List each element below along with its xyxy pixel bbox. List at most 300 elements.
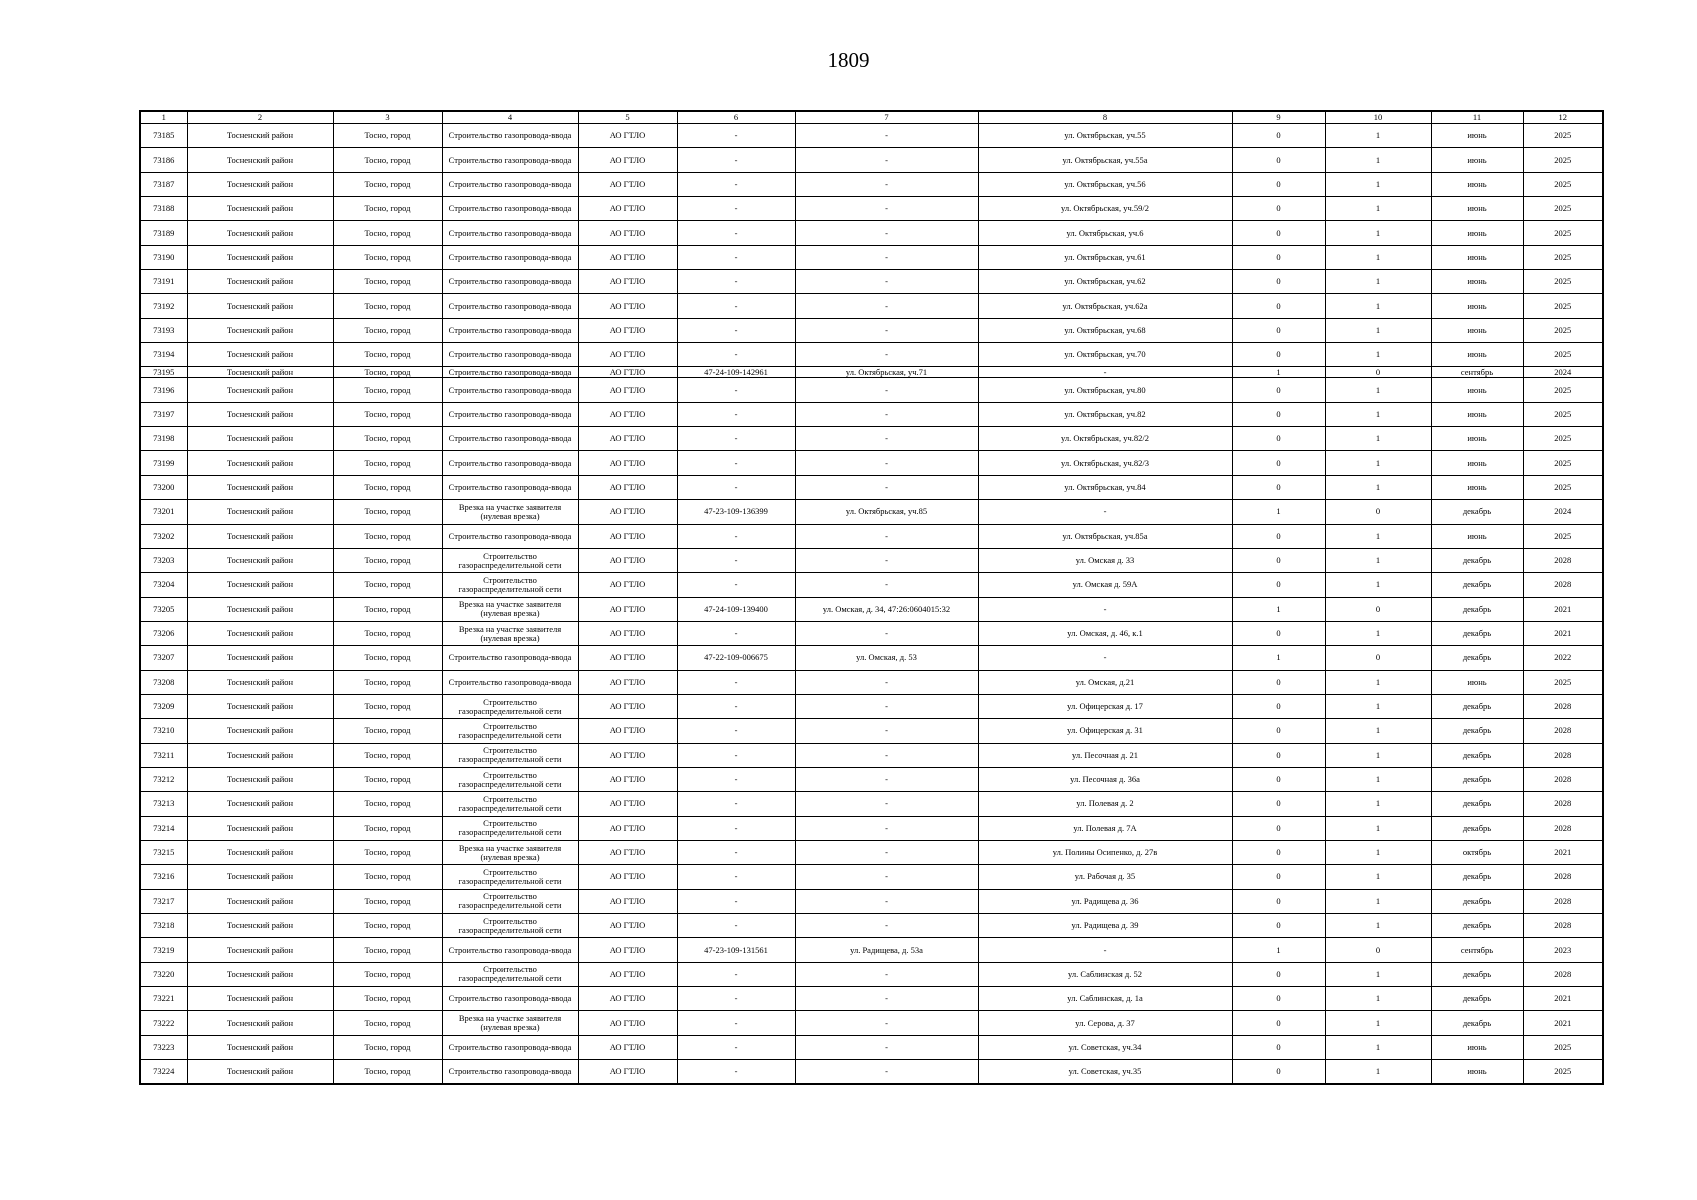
table-row: [140, 378, 1603, 402]
cell-work-type: Строительство газопровода-ввода: [442, 221, 578, 245]
cell-row-number: 73192: [140, 294, 187, 318]
cell-work-type: Строительство газопровода-ввода: [442, 524, 578, 548]
cell-cadastral-number: -: [677, 573, 795, 597]
cell-settlement: Тосно, город: [333, 597, 442, 621]
cell-district: Тосненский район: [187, 318, 333, 342]
cell-work-type: Строительство газопровода-ввода: [442, 670, 578, 694]
table-row: [140, 197, 1603, 221]
cell-count-b: 1: [1325, 987, 1431, 1011]
table-row: [140, 914, 1603, 938]
cell-organization: АО ГТЛО: [578, 1011, 677, 1035]
table-row: [140, 840, 1603, 864]
cell-object-address: -: [795, 221, 978, 245]
cell-applicant-address: ул. Октябрьская, уч.68: [978, 318, 1232, 342]
cell-row-number: 73213: [140, 792, 187, 816]
cell-applicant-address: ул. Советская, уч.35: [978, 1060, 1232, 1084]
cell-count-b: 1: [1325, 962, 1431, 986]
cell-year: 2021: [1523, 1011, 1603, 1035]
cell-month: июнь: [1431, 343, 1523, 367]
cell-settlement: Тосно, город: [333, 124, 442, 148]
cell-object-address: -: [795, 1035, 978, 1059]
cell-settlement: Тосно, город: [333, 245, 442, 269]
cell-settlement: Тосно, город: [333, 962, 442, 986]
cell-row-number: 73199: [140, 451, 187, 475]
cell-year: 2028: [1523, 548, 1603, 572]
cell-organization: АО ГТЛО: [578, 573, 677, 597]
cell-month: июнь: [1431, 402, 1523, 426]
cell-count-a: 0: [1232, 694, 1325, 718]
cell-year: 2023: [1523, 938, 1603, 962]
cell-organization: АО ГТЛО: [578, 1035, 677, 1059]
cell-object-address: ул. Омская, д. 34, 47:26:0604015:32: [795, 597, 978, 621]
cell-object-address: -: [795, 378, 978, 402]
cell-count-a: 0: [1232, 1011, 1325, 1035]
cell-organization: АО ГТЛО: [578, 767, 677, 791]
cell-organization: АО ГТЛО: [578, 548, 677, 572]
cell-cadastral-number: 47-23-109-136399: [677, 500, 795, 524]
cell-object-address: -: [795, 172, 978, 196]
cell-object-address: -: [795, 427, 978, 451]
cell-settlement: Тосно, город: [333, 402, 442, 426]
cell-month: декабрь: [1431, 719, 1523, 743]
cell-month: декабрь: [1431, 987, 1523, 1011]
cell-district: Тосненский район: [187, 792, 333, 816]
cell-district: Тосненский район: [187, 451, 333, 475]
cell-settlement: Тосно, город: [333, 646, 442, 670]
cell-year: 2025: [1523, 1060, 1603, 1084]
cell-count-b: 1: [1325, 719, 1431, 743]
cell-object-address: -: [795, 767, 978, 791]
cell-month: декабрь: [1431, 597, 1523, 621]
cell-month: декабрь: [1431, 573, 1523, 597]
cell-cadastral-number: -: [677, 670, 795, 694]
cell-month: июнь: [1431, 451, 1523, 475]
cell-row-number: 73196: [140, 378, 187, 402]
cell-object-address: -: [795, 670, 978, 694]
cell-organization: АО ГТЛО: [578, 221, 677, 245]
cell-organization: АО ГТЛО: [578, 197, 677, 221]
cell-work-type: Строительство газопровода-ввода: [442, 646, 578, 670]
cell-year: 2028: [1523, 889, 1603, 913]
cell-count-a: 0: [1232, 816, 1325, 840]
cell-year: 2025: [1523, 427, 1603, 451]
cell-count-a: 0: [1232, 197, 1325, 221]
cell-object-address: -: [795, 148, 978, 172]
cell-settlement: Тосно, город: [333, 719, 442, 743]
cell-year: 2021: [1523, 597, 1603, 621]
cell-month: июнь: [1431, 378, 1523, 402]
cell-year: 2025: [1523, 343, 1603, 367]
cell-count-b: 1: [1325, 343, 1431, 367]
page-number: 1809: [827, 48, 870, 72]
cell-applicant-address: ул. Октябрьская, уч.84: [978, 475, 1232, 499]
cell-month: декабрь: [1431, 694, 1523, 718]
column-header: 9: [1232, 111, 1325, 124]
cell-cadastral-number: -: [677, 865, 795, 889]
cell-row-number: 73215: [140, 840, 187, 864]
cell-cadastral-number: -: [677, 719, 795, 743]
cell-month: декабрь: [1431, 914, 1523, 938]
cell-row-number: 73200: [140, 475, 187, 499]
cell-cadastral-number: -: [677, 816, 795, 840]
cell-count-a: 0: [1232, 889, 1325, 913]
cell-settlement: Тосно, город: [333, 889, 442, 913]
cell-settlement: Тосно, город: [333, 670, 442, 694]
cell-settlement: Тосно, город: [333, 816, 442, 840]
cell-cadastral-number: -: [677, 962, 795, 986]
cell-settlement: Тосно, город: [333, 1035, 442, 1059]
cell-work-type: Строительство газораспределительной сети: [442, 914, 578, 938]
cell-month: июнь: [1431, 670, 1523, 694]
cell-object-address: -: [795, 621, 978, 645]
cell-settlement: Тосно, город: [333, 427, 442, 451]
cell-count-a: 0: [1232, 840, 1325, 864]
cell-year: 2021: [1523, 840, 1603, 864]
cell-work-type: Строительство газопровода-ввода: [442, 402, 578, 426]
cell-count-a: 0: [1232, 987, 1325, 1011]
cell-district: Тосненский район: [187, 987, 333, 1011]
cell-row-number: 73208: [140, 670, 187, 694]
cell-count-b: 1: [1325, 889, 1431, 913]
cell-year: 2025: [1523, 124, 1603, 148]
cell-work-type: Строительство газопровода-ввода: [442, 451, 578, 475]
table-row: [140, 889, 1603, 913]
cell-year: 2024: [1523, 367, 1603, 378]
cell-year: 2028: [1523, 719, 1603, 743]
cell-work-type: Строительство газораспределительной сети: [442, 743, 578, 767]
cell-month: декабрь: [1431, 743, 1523, 767]
cell-work-type: Врезка на участке заявителя (нулевая врезка): [442, 500, 578, 524]
cell-work-type: Строительство газораспределительной сети: [442, 767, 578, 791]
cell-count-a: 0: [1232, 475, 1325, 499]
cell-organization: АО ГТЛО: [578, 987, 677, 1011]
cell-district: Тосненский район: [187, 865, 333, 889]
cell-organization: АО ГТЛО: [578, 889, 677, 913]
cell-count-b: 1: [1325, 245, 1431, 269]
cell-object-address: -: [795, 270, 978, 294]
cell-count-b: 1: [1325, 816, 1431, 840]
cell-settlement: Тосно, город: [333, 172, 442, 196]
cell-year: 2021: [1523, 987, 1603, 1011]
cell-count-b: 1: [1325, 124, 1431, 148]
cell-district: Тосненский район: [187, 743, 333, 767]
cell-count-b: 1: [1325, 840, 1431, 864]
cell-applicant-address: ул. Полины Осипенко, д. 27в: [978, 840, 1232, 864]
cell-object-address: ул. Омская, д. 53: [795, 646, 978, 670]
cell-month: декабрь: [1431, 767, 1523, 791]
cell-settlement: Тосно, город: [333, 451, 442, 475]
cell-work-type: Строительство газораспределительной сети: [442, 792, 578, 816]
cell-cadastral-number: -: [677, 318, 795, 342]
table-row: [140, 148, 1603, 172]
cell-district: Тосненский район: [187, 719, 333, 743]
cell-month: декабрь: [1431, 962, 1523, 986]
cell-month: июнь: [1431, 148, 1523, 172]
cell-row-number: 73223: [140, 1035, 187, 1059]
cell-month: июнь: [1431, 124, 1523, 148]
cell-settlement: Тосно, город: [333, 621, 442, 645]
cell-organization: АО ГТЛО: [578, 270, 677, 294]
cell-work-type: Строительство газораспределительной сети: [442, 962, 578, 986]
cell-cadastral-number: -: [677, 548, 795, 572]
cell-work-type: Строительство газопровода-ввода: [442, 124, 578, 148]
cell-count-a: 0: [1232, 548, 1325, 572]
cell-district: Тосненский район: [187, 172, 333, 196]
cell-year: 2025: [1523, 245, 1603, 269]
cell-row-number: 73188: [140, 197, 187, 221]
table-row: [140, 719, 1603, 743]
cell-month: июнь: [1431, 1060, 1523, 1084]
cell-year: 2025: [1523, 451, 1603, 475]
cell-row-number: 73198: [140, 427, 187, 451]
table-row: [140, 670, 1603, 694]
cell-count-b: 1: [1325, 621, 1431, 645]
cell-work-type: Строительство газопровода-ввода: [442, 378, 578, 402]
cell-year: 2028: [1523, 816, 1603, 840]
cell-count-b: 1: [1325, 378, 1431, 402]
cell-object-address: ул. Радищева, д. 53а: [795, 938, 978, 962]
cell-object-address: -: [795, 914, 978, 938]
cell-settlement: Тосно, город: [333, 914, 442, 938]
column-header: 6: [677, 111, 795, 124]
cell-organization: АО ГТЛО: [578, 792, 677, 816]
cell-cadastral-number: 47-23-109-131561: [677, 938, 795, 962]
cell-applicant-address: -: [978, 938, 1232, 962]
cell-cadastral-number: -: [677, 451, 795, 475]
cell-month: июнь: [1431, 318, 1523, 342]
cell-row-number: 73220: [140, 962, 187, 986]
cell-work-type: Строительство газопровода-ввода: [442, 172, 578, 196]
cell-applicant-address: ул. Омская д. 59А: [978, 573, 1232, 597]
cell-month: июнь: [1431, 1035, 1523, 1059]
cell-count-b: 1: [1325, 451, 1431, 475]
cell-row-number: 73212: [140, 767, 187, 791]
cell-row-number: 73214: [140, 816, 187, 840]
cell-cadastral-number: -: [677, 294, 795, 318]
column-header: 1: [140, 111, 187, 124]
cell-applicant-address: ул. Октябрьская, уч.6: [978, 221, 1232, 245]
cell-applicant-address: ул. Октябрьская, уч.55а: [978, 148, 1232, 172]
cell-count-b: 1: [1325, 1035, 1431, 1059]
cell-year: 2025: [1523, 670, 1603, 694]
cell-settlement: Тосно, город: [333, 270, 442, 294]
cell-month: июнь: [1431, 294, 1523, 318]
cell-applicant-address: -: [978, 597, 1232, 621]
cell-cadastral-number: -: [677, 694, 795, 718]
cell-applicant-address: ул. Октябрьская, уч.62: [978, 270, 1232, 294]
cell-row-number: 73203: [140, 548, 187, 572]
cell-settlement: Тосно, город: [333, 367, 442, 378]
cell-cadastral-number: -: [677, 743, 795, 767]
cell-organization: АО ГТЛО: [578, 378, 677, 402]
cell-applicant-address: ул. Полевая д. 2: [978, 792, 1232, 816]
cell-object-address: -: [795, 197, 978, 221]
cell-applicant-address: ул. Рабочая д. 35: [978, 865, 1232, 889]
cell-work-type: Строительство газораспределительной сети: [442, 548, 578, 572]
cell-work-type: Строительство газопровода-ввода: [442, 475, 578, 499]
cell-row-number: 73216: [140, 865, 187, 889]
cell-organization: АО ГТЛО: [578, 743, 677, 767]
cell-object-address: -: [795, 1011, 978, 1035]
column-header: 2: [187, 111, 333, 124]
table-row: [140, 294, 1603, 318]
cell-district: Тосненский район: [187, 378, 333, 402]
table-row: [140, 1060, 1603, 1084]
cell-settlement: Тосно, город: [333, 294, 442, 318]
cell-object-address: -: [795, 719, 978, 743]
cell-count-b: 0: [1325, 367, 1431, 378]
cell-month: июнь: [1431, 197, 1523, 221]
cell-count-a: 0: [1232, 427, 1325, 451]
table-row: [140, 865, 1603, 889]
cell-organization: АО ГТЛО: [578, 816, 677, 840]
cell-count-a: 0: [1232, 621, 1325, 645]
cell-count-b: 1: [1325, 475, 1431, 499]
cell-object-address: -: [795, 743, 978, 767]
cell-organization: АО ГТЛО: [578, 621, 677, 645]
cell-district: Тосненский район: [187, 597, 333, 621]
cell-count-b: 0: [1325, 500, 1431, 524]
cell-district: Тосненский район: [187, 367, 333, 378]
cell-applicant-address: ул. Офицерская д. 31: [978, 719, 1232, 743]
cell-settlement: Тосно, город: [333, 500, 442, 524]
cell-work-type: Строительство газопровода-ввода: [442, 245, 578, 269]
cell-row-number: 73191: [140, 270, 187, 294]
table-row: [140, 816, 1603, 840]
table-row: [140, 548, 1603, 572]
cell-work-type: Врезка на участке заявителя (нулевая врезка): [442, 1011, 578, 1035]
cell-count-b: 1: [1325, 148, 1431, 172]
table-row: [140, 221, 1603, 245]
cell-object-address: -: [795, 548, 978, 572]
cell-settlement: Тосно, город: [333, 524, 442, 548]
cell-count-b: 1: [1325, 197, 1431, 221]
cell-object-address: -: [795, 451, 978, 475]
cell-organization: АО ГТЛО: [578, 646, 677, 670]
cell-row-number: 73185: [140, 124, 187, 148]
cell-district: Тосненский район: [187, 524, 333, 548]
table-row: [140, 792, 1603, 816]
cell-count-b: 1: [1325, 318, 1431, 342]
cell-row-number: 73189: [140, 221, 187, 245]
cell-organization: АО ГТЛО: [578, 597, 677, 621]
cell-work-type: Строительство газопровода-ввода: [442, 294, 578, 318]
cell-year: 2025: [1523, 197, 1603, 221]
cell-row-number: 73190: [140, 245, 187, 269]
cell-count-a: 0: [1232, 172, 1325, 196]
cell-work-type: Строительство газопровода-ввода: [442, 987, 578, 1011]
cell-month: июнь: [1431, 475, 1523, 499]
cell-count-a: 1: [1232, 500, 1325, 524]
cell-cadastral-number: -: [677, 889, 795, 913]
cell-year: 2028: [1523, 767, 1603, 791]
table-row: [140, 318, 1603, 342]
cell-row-number: 73222: [140, 1011, 187, 1035]
table-row: [140, 1011, 1603, 1035]
cell-year: 2025: [1523, 475, 1603, 499]
cell-district: Тосненский район: [187, 1011, 333, 1035]
cell-organization: АО ГТЛО: [578, 962, 677, 986]
cell-object-address: ул. Октябрьская, уч.71: [795, 367, 978, 378]
cell-organization: АО ГТЛО: [578, 938, 677, 962]
cell-count-b: 0: [1325, 597, 1431, 621]
cell-work-type: Строительство газопровода-ввода: [442, 270, 578, 294]
table-header-row: [140, 111, 1603, 124]
cell-organization: АО ГТЛО: [578, 451, 677, 475]
cell-district: Тосненский район: [187, 548, 333, 572]
cell-year: 2025: [1523, 148, 1603, 172]
cell-work-type: Строительство газопровода-ввода: [442, 938, 578, 962]
cell-applicant-address: ул. Октябрьская, уч.80: [978, 378, 1232, 402]
table-row: [140, 524, 1603, 548]
cell-cadastral-number: 47-22-109-006675: [677, 646, 795, 670]
cell-organization: АО ГТЛО: [578, 294, 677, 318]
cell-count-a: 0: [1232, 792, 1325, 816]
cell-applicant-address: ул. Серова, д. 37: [978, 1011, 1232, 1035]
cell-month: сентябрь: [1431, 367, 1523, 378]
cell-row-number: 73201: [140, 500, 187, 524]
table-row: [140, 343, 1603, 367]
cell-month: декабрь: [1431, 1011, 1523, 1035]
cell-settlement: Тосно, город: [333, 318, 442, 342]
cell-object-address: -: [795, 865, 978, 889]
cell-settlement: Тосно, город: [333, 987, 442, 1011]
cell-month: июнь: [1431, 427, 1523, 451]
cell-applicant-address: ул. Октябрьская, уч.85а: [978, 524, 1232, 548]
cell-applicant-address: -: [978, 367, 1232, 378]
cell-count-a: 0: [1232, 378, 1325, 402]
cell-work-type: Строительство газопровода-ввода: [442, 197, 578, 221]
cell-district: Тосненский район: [187, 500, 333, 524]
table-row: [140, 451, 1603, 475]
cell-work-type: Строительство газопровода-ввода: [442, 427, 578, 451]
cell-work-type: Врезка на участке заявителя (нулевая врезка): [442, 621, 578, 645]
cell-object-address: -: [795, 889, 978, 913]
cell-count-b: 1: [1325, 792, 1431, 816]
cell-count-b: 1: [1325, 548, 1431, 572]
cell-row-number: 73211: [140, 743, 187, 767]
cell-object-address: -: [795, 318, 978, 342]
cell-count-b: 1: [1325, 402, 1431, 426]
cell-work-type: Врезка на участке заявителя (нулевая врезка): [442, 597, 578, 621]
cell-settlement: Тосно, город: [333, 743, 442, 767]
cell-district: Тосненский район: [187, 1060, 333, 1084]
cell-district: Тосненский район: [187, 475, 333, 499]
cell-work-type: Строительство газораспределительной сети: [442, 865, 578, 889]
cell-applicant-address: ул. Октябрьская, уч.55: [978, 124, 1232, 148]
cell-year: 2028: [1523, 792, 1603, 816]
cell-row-number: 73205: [140, 597, 187, 621]
cell-cadastral-number: -: [677, 245, 795, 269]
cell-applicant-address: ул. Октябрьская, уч.62а: [978, 294, 1232, 318]
cell-organization: АО ГТЛО: [578, 914, 677, 938]
cell-district: Тосненский район: [187, 840, 333, 864]
table-row: [140, 767, 1603, 791]
cell-year: 2025: [1523, 294, 1603, 318]
cell-cadastral-number: -: [677, 172, 795, 196]
cell-settlement: Тосно, город: [333, 148, 442, 172]
cell-applicant-address: ул. Омская д. 33: [978, 548, 1232, 572]
cell-applicant-address: ул. Октябрьская, уч.56: [978, 172, 1232, 196]
cell-applicant-address: ул. Офицерская д. 17: [978, 694, 1232, 718]
cell-row-number: 73197: [140, 402, 187, 426]
cell-settlement: Тосно, город: [333, 343, 442, 367]
cell-count-b: 1: [1325, 427, 1431, 451]
cell-organization: АО ГТЛО: [578, 500, 677, 524]
cell-year: 2022: [1523, 646, 1603, 670]
cell-applicant-address: ул. Омская, д.21: [978, 670, 1232, 694]
cell-district: Тосненский район: [187, 621, 333, 645]
